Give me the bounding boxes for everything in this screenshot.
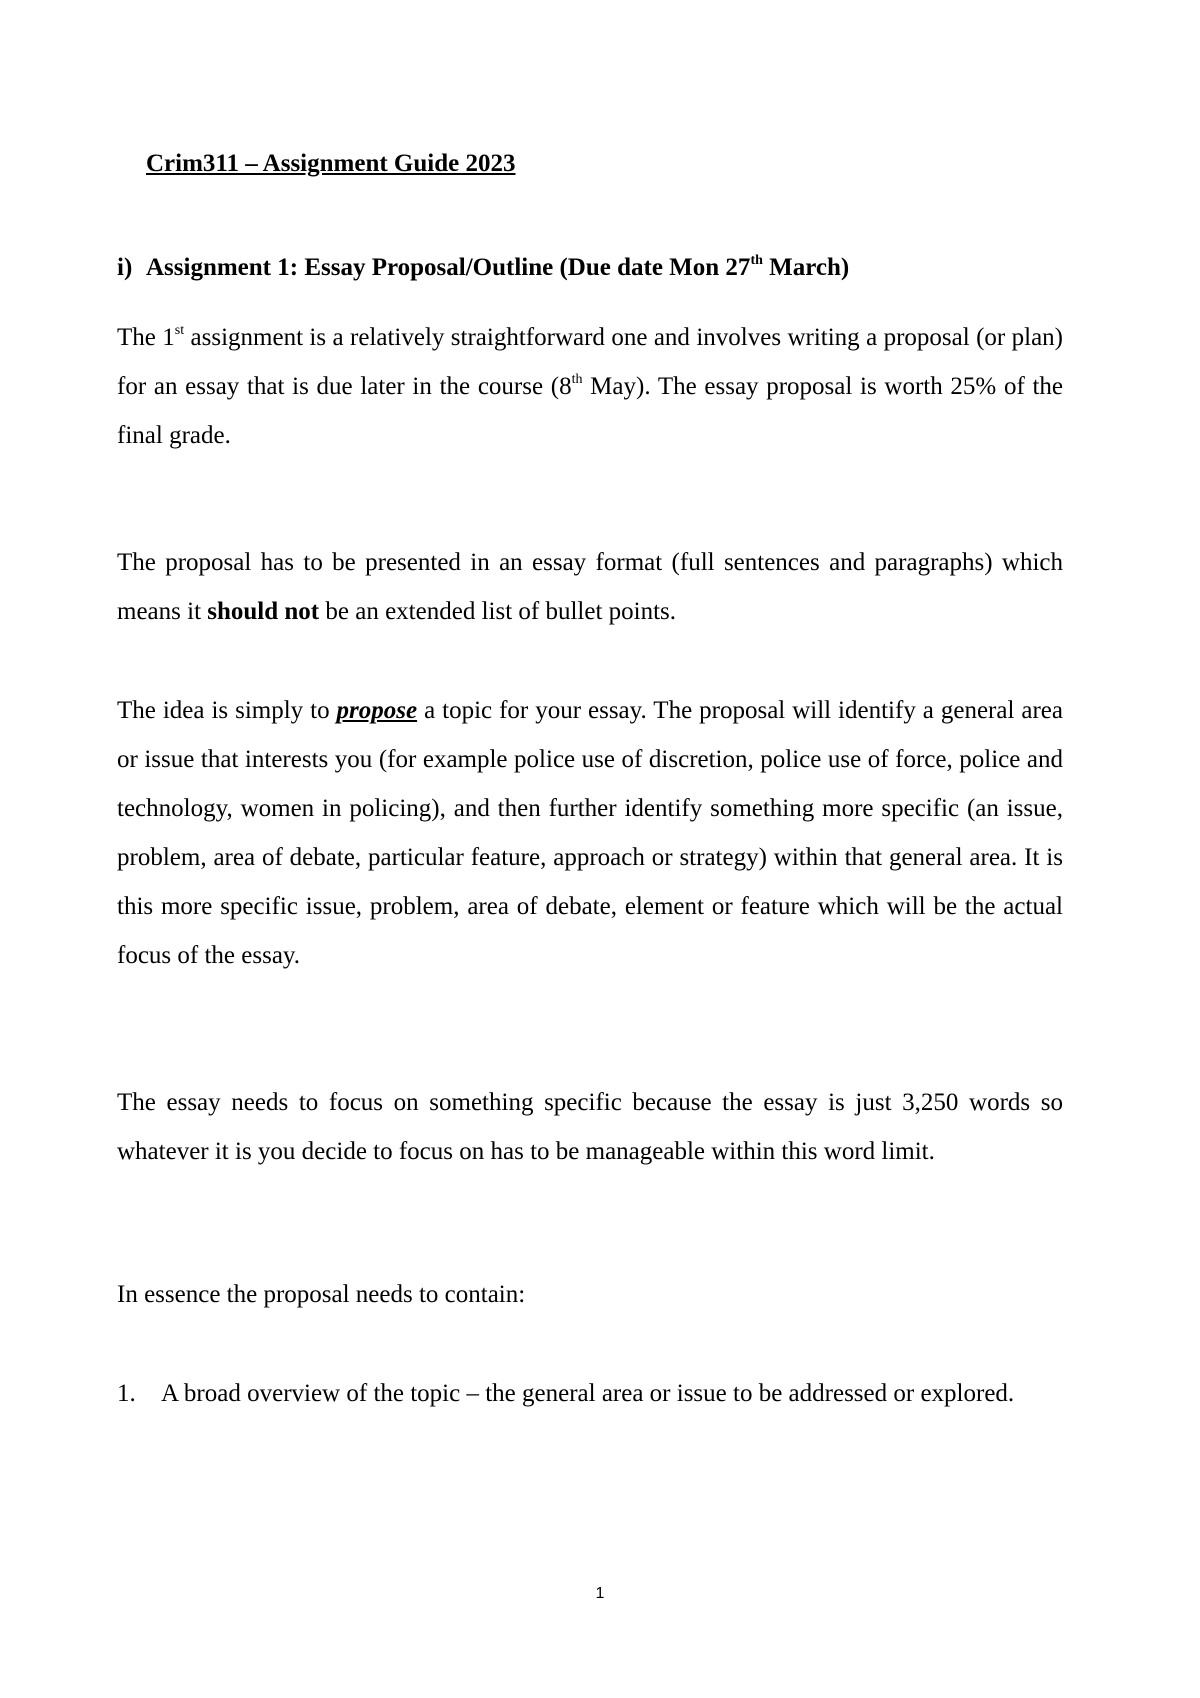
list-item-marker: 1. <box>117 1380 136 1407</box>
paragraph-idea <box>117 686 1063 980</box>
paragraph-intro-text-2: assignment is a relatively straightforward one and involves writing a proposal (or plan) for an essay that is due later in the course (8 <box>117 324 1063 400</box>
paragraph-idea-emphasis: propose <box>336 697 418 724</box>
assignment-heading <box>117 248 849 288</box>
paragraph-idea-text-2: a topic for your essay. The proposal will identify a general area or issue that interests you (for example police use of discretion, police use of force, police and technology, women in policing), and then further identify something more specific (an issue, problem, area of debate, particular feature, approach or strategy) within that general area. It is this more specific issue, problem, area of debate, element or feature which will be the actual focus of the essay. <box>117 697 1063 969</box>
paragraph-focus: The essay needs to focus on something specific because the essay is just 3,250 words so whatever it is you decide to focus on has to be manageable within this word limit. <box>117 1089 1063 1165</box>
paragraph-intro-sup-1: st <box>174 323 185 338</box>
paragraph-intro-text-3: May). The essay proposal is worth 25% of the final grade. <box>117 373 1064 449</box>
paragraph-intro-sup-2: th <box>571 372 583 387</box>
document-title: Crim311 – Assignment Guide 2023 <box>146 150 516 177</box>
paragraph-idea-text-1: The idea is simply to <box>117 697 337 724</box>
paragraph-format-bold: should not <box>207 598 320 625</box>
page-number: 1 <box>595 1585 605 1602</box>
paragraph-intro <box>117 313 1063 460</box>
heading-superscript: th <box>750 253 763 268</box>
list-item-text: A broad overview of the topic – the general area or issue to be addressed or explored. <box>161 1380 1015 1407</box>
paragraph-format <box>117 538 1063 636</box>
paragraph-format-text-1: The proposal has to be presented in an essay format (full sentences and paragraphs) which means it <box>117 549 1063 625</box>
paragraph-intro-text-1: The 1 <box>117 324 175 351</box>
list-item <box>117 1369 1063 1418</box>
heading-text-end: March) <box>762 254 850 281</box>
paragraph-format-text-2: be an extended list of bullet points. <box>319 598 677 625</box>
heading-text: Assignment 1: Essay Proposal/Outline (Due date Mon 27 <box>146 254 751 281</box>
heading-number: i) <box>117 254 133 281</box>
paragraph-essence: In essence the proposal needs to contain: <box>117 1281 526 1308</box>
